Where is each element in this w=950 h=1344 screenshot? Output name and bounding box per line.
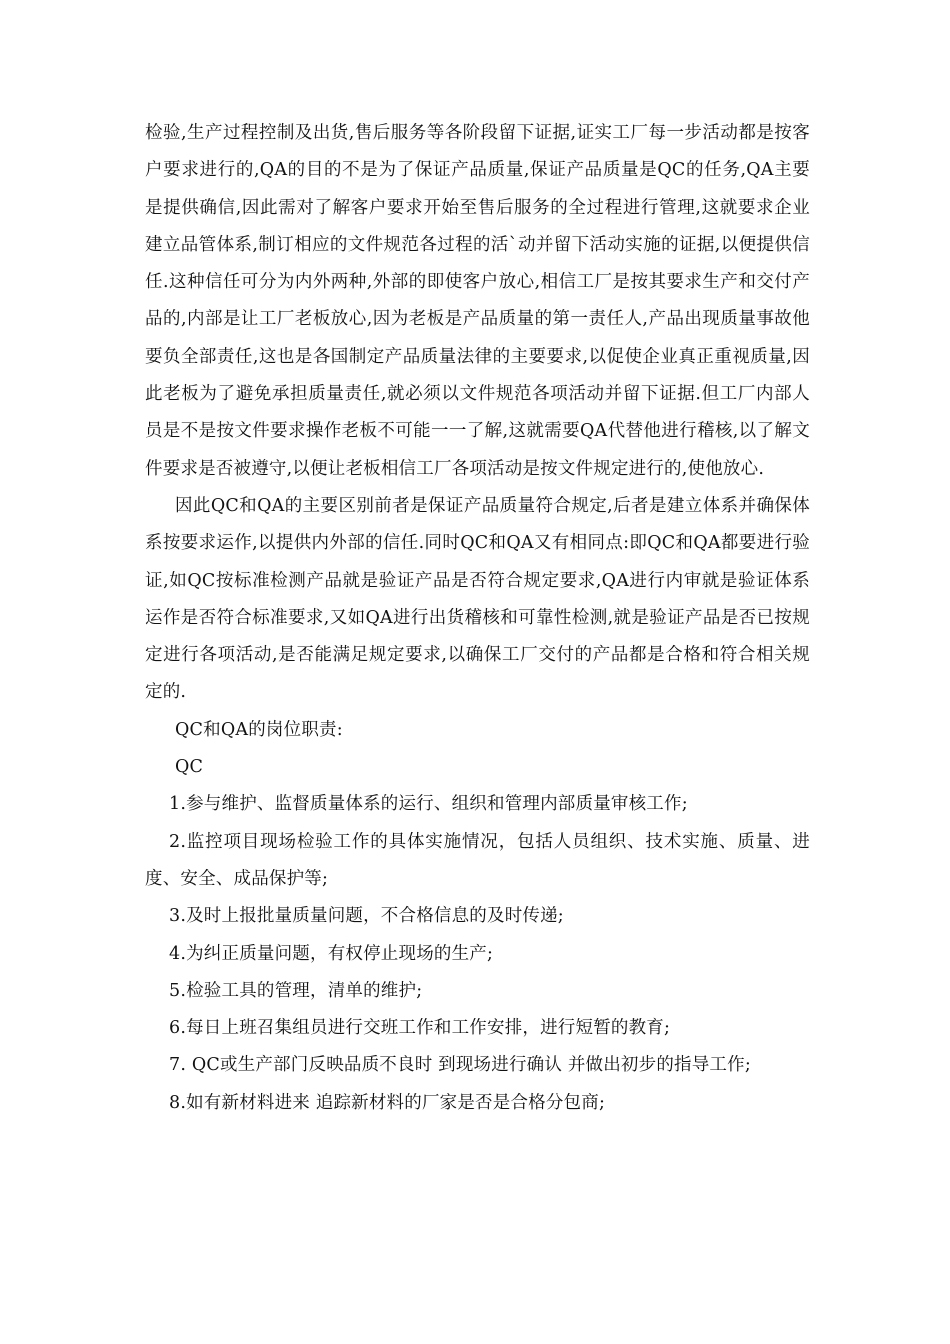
list-item: 7. QC或生产部门反映品质不良时 到现场进行确认 并做出初步的指导工作; xyxy=(169,1055,751,1076)
list-item: 5.检验工具的管理，清单的维护; xyxy=(169,980,423,1001)
list-item: 4.为纠正质量问题，有权停止现场的生产; xyxy=(169,943,494,964)
paragraph-qc-qa-difference: 因此QC和QA的主要区别前者是保证产品质量符合规定,后者是建立体系并确保体系按要求运作,以提供内外部的信任.同时QC和QA又有相同点:即QC和QA都要进行验证,如QC按标准检测产品就是验证产品是否符合规定要求,QA进行内审就是验证体系运作是否符合标准要求,又如QA进行出货稽核和可靠性检测,就是验证产品是否已按规定进行各项活动,是否能满足规定要求,以确保工厂交付的产品都是合格和符合相关规定的. xyxy=(145,495,810,703)
list-item: 1.参与维护、监督质量体系的运行、组织和管理内部质量审核工作; xyxy=(169,794,688,815)
qc-label: QC xyxy=(175,757,204,778)
qc-duties-list xyxy=(145,786,810,1122)
document-body xyxy=(145,115,810,1122)
paragraph-qa-purpose: 检验,生产过程控制及出货,售后服务等各阶段留下证据,证实工厂每一步活动都是按客户要求进行的,QA的目的不是为了保证产品质量,保证产品质量是QC的任务,QA主要是提供确信,因此需对了解客户要求开始至售后服务的全过程进行管理,这就要求企业建立品管体系,制订相应的文件规范各过程的活`动并留下活动实施的证据,以便提供信任.这种信任可分为内外两种,外部的即使客户放心,相信工厂是按其要求生产和交付产品的,内部是让工厂老板放心,因为老板是产品质量的第一责任人,产品出现质量事故他要负全部责任,这也是各国制定产品质量法律的主要要求,以促使企业真正重视质量,因此老板为了避免承担质量责任,就必须以文件规范各项活动并留下证据.但工厂内部人员是不是按文件要求操作老板不可能一一了解,这就需要QA代替他进行稽核,以了解文件要求是否被遵守,以便让老板相信工厂各项活动是按文件规定进行的,使他放心. xyxy=(145,123,810,479)
list-item: 2.监控项目现场检验工作的具体实施情况，包括人员组织、技术实施、质量、进度、安全、成品保护等; xyxy=(145,831,810,889)
duties-heading: QC和QA的岗位职责: xyxy=(175,719,343,740)
list-item: 3.及时上报批量质量问题，不合格信息的及时传递; xyxy=(169,906,564,927)
list-item: 6.每日上班召集组员进行交班工作和工作安排，进行短暂的教育; xyxy=(169,1018,671,1039)
list-item: 8.如有新材料进来 追踪新材料的厂家是否是合格分包商; xyxy=(169,1092,606,1113)
